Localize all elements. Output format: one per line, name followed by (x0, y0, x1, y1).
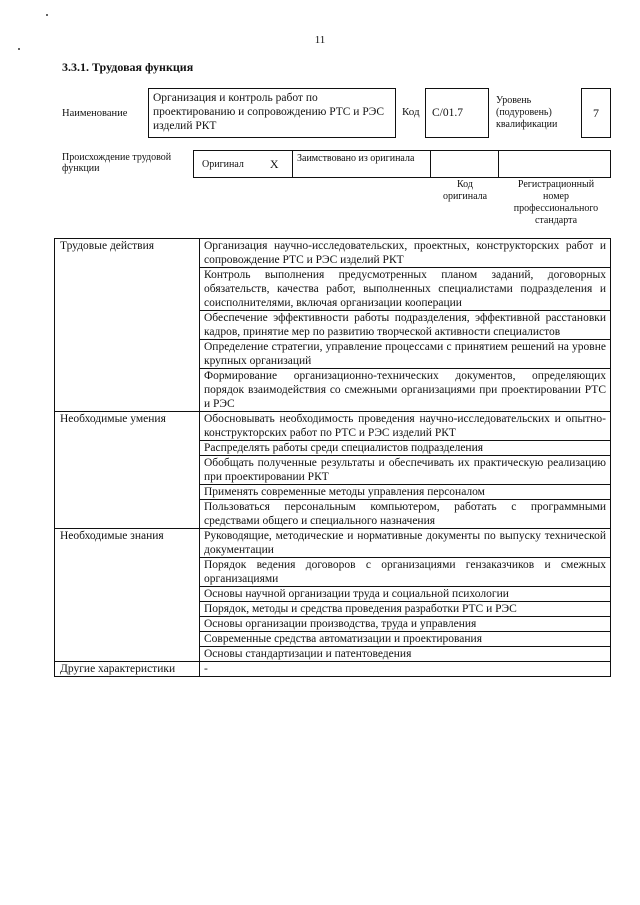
page-number: 11 (314, 34, 326, 46)
item-cell: Формирование организационно-технических документов, определяющих порядок взаимодействия со смежными организациями при проектировании РТС и РЭС (200, 369, 611, 412)
item-cell: Современные средства автоматизации и проектирования (200, 632, 611, 647)
item-cell: Пользоваться персональным компьютером, работать с программными средствами общего и специального назначения (200, 500, 611, 529)
category-cell: Необходимые знания (55, 529, 200, 662)
scan-speck (18, 48, 20, 50)
item-cell: - (200, 662, 611, 677)
reg-caption: Регистрационный номер профессионального стандарта (513, 179, 599, 226)
level-value-box: 7 (581, 88, 611, 138)
item-cell: Основы организации производства, труда и управления (200, 617, 611, 632)
origin-label: Происхождение трудовой функции (62, 152, 172, 174)
function-name-box: Организация и контроль работ по проектированию и сопровождению РТС и РЭС изделий РКТ (148, 88, 396, 138)
table-row (55, 239, 611, 268)
item-cell: Порядок ведения договоров с организациями гензаказчиков и смежных организациями (200, 558, 611, 587)
name-label: Наименование (62, 108, 128, 119)
category-cell: Трудовые действия (55, 239, 200, 412)
section-title: 3.3.1. Трудовая функция (62, 60, 194, 74)
item-cell: Распределять работы среди специалистов подразделения (200, 441, 611, 456)
borrowed-cell: Заимствовано из оригинала (293, 150, 431, 178)
category-cell: Другие характеристики (55, 662, 200, 677)
code-value-box: C/01.7 (425, 88, 489, 138)
table-row (55, 662, 611, 677)
original-mark: X (269, 156, 279, 171)
origin-code-cell (431, 150, 499, 178)
scan-speck (46, 14, 48, 16)
item-cell: Обосновывать необходимость проведения научно-исследовательских и опытно-конструкторских работ по РТС и РЭС изделий РКТ (200, 412, 611, 441)
table-row (55, 412, 611, 441)
category-cell: Необходимые умения (55, 412, 200, 529)
original-label: Оригинал (202, 158, 244, 170)
reg-number-cell (499, 150, 611, 178)
item-cell: Порядок, методы и средства проведения разработки РТС и РЭС (200, 602, 611, 617)
labor-function-table (54, 238, 611, 677)
item-cell: Основы научной организации труда и социальной психологии (200, 587, 611, 602)
item-cell: Контроль выполнения предусмотренных планом заданий, договорных обязательств, качества работ, выполненных специалистами подразделения и соисполнителями, включая организации кооперации (200, 268, 611, 311)
item-cell: Основы стандартизации и патентоведения (200, 647, 611, 662)
item-cell: Обеспечение эффективности работы подразделения, эффективной расстановки кадров, принятие мер по развитию творческой активности специалистов (200, 311, 611, 340)
item-cell: Определение стратегии, управление процессами с принятием решений на уровне крупных организаций (200, 340, 611, 369)
origin-row (193, 150, 611, 178)
level-label: Уровень (подуровень) квалификации (496, 95, 558, 130)
code-caption: Код оригинала (442, 179, 488, 202)
original-cell (193, 150, 293, 178)
item-cell: Применять современные методы управления персоналом (200, 485, 611, 500)
code-label: Код (402, 106, 420, 118)
item-cell: Обобщать полученные результаты и обеспечивать их практическую реализацию при проектировании РКТ (200, 456, 611, 485)
item-cell: Руководящие, методические и нормативные документы по выпуску технической документации (200, 529, 611, 558)
item-cell: Организация научно-исследовательских, проектных, конструкторских работ и сопровождение РТС и РЭС изделий РКТ (200, 239, 611, 268)
table-row (55, 529, 611, 558)
